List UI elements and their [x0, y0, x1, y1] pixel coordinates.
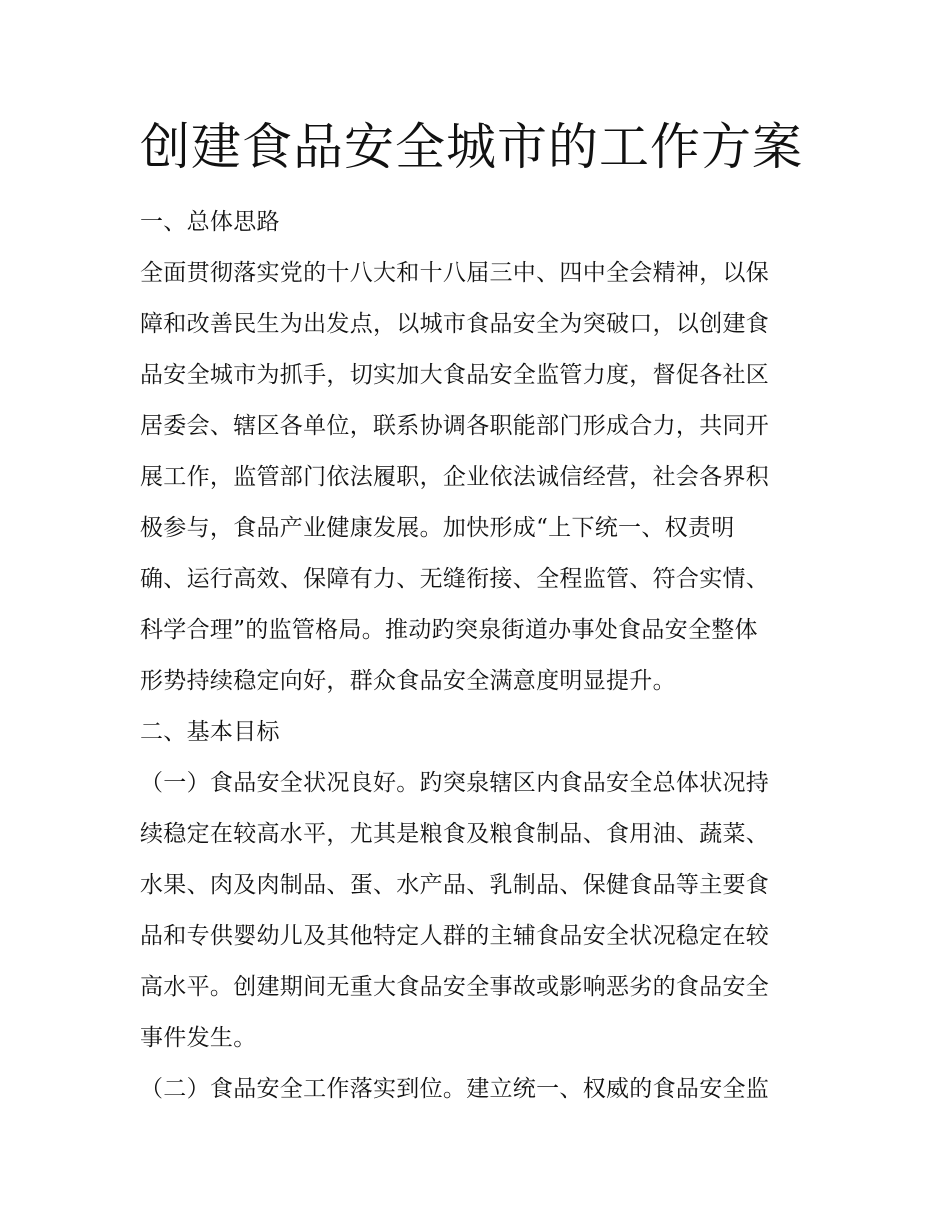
paragraph-line: （二）食品安全工作落实到位。建立统一、权威的食品安全监 — [140, 1076, 770, 1102]
paragraph-line: 水果、肉及肉制品、蛋、水产品、乳制品、保健食品等主要食 — [140, 872, 770, 898]
paragraph-line: 续稳定在较高水平，尤其是粮食及粮食制品、食用油、蔬菜、 — [140, 821, 770, 847]
paragraph-line: 品安全城市为抓手，切实加大食品安全监管力度，督促各社区 — [140, 362, 770, 388]
paragraph-line: 事件发生。 — [140, 1025, 257, 1051]
paragraph-line: 形势持续稳定向好，群众食品安全满意度明显提升。 — [140, 668, 676, 694]
paragraph-line: 科学合理”的监管格局。推动趵突泉街道办事处食品安全整体 — [140, 617, 758, 643]
paragraph-line: 全面贯彻落实党的十八大和十八届三中、四中全会精神，以保 — [140, 260, 770, 286]
paragraph-line: 确、运行高效、保障有力、无缝衔接、全程监管、符合实情、 — [140, 566, 770, 592]
paragraph-line: 展工作，监管部门依法履职，企业依法诚信经营，社会各界积 — [140, 464, 770, 490]
paragraph-line: 居委会、辖区各单位，联系协调各职能部门形成合力，共同开 — [140, 413, 770, 439]
section-heading-2: 二、基本目标 — [140, 719, 280, 745]
paragraph-line: 高水平。创建期间无重大食品安全事故或影响恶劣的食品安全 — [140, 974, 770, 1000]
paragraph-line: 障和改善民生为出发点，以城市食品安全为突破口，以创建食 — [140, 311, 770, 337]
paragraph-line: 品和专供婴幼儿及其他特定人群的主辅食品安全状况稳定在较 — [140, 923, 770, 949]
section-heading-1: 一、总体思路 — [140, 209, 280, 235]
paragraph-line: 极参与，食品产业健康发展。加快形成“上下统一、权责明 — [140, 515, 735, 541]
document-title: 创建食品安全城市的工作方案 — [140, 118, 803, 176]
paragraph-line: （一）食品安全状况良好。趵突泉辖区内食品安全总体状况持 — [140, 770, 770, 796]
